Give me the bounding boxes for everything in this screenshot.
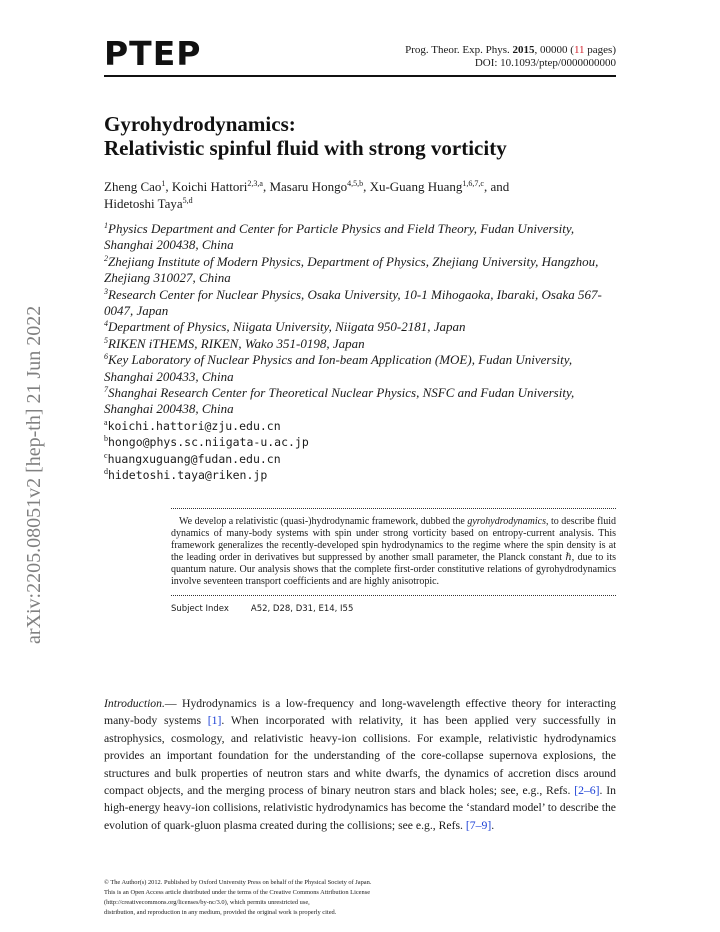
author [172,179,270,194]
affiliation-number: 2 [104,253,108,263]
email-entry [104,467,616,483]
title-line-1: Gyrohydrodynamics: [104,112,296,136]
affiliation-list [104,221,616,484]
page-count-link[interactable]: 11 [573,44,585,56]
arxiv-stamp: arXiv:2205.08051v2 [hep-th] 21 Jun 2022 [23,305,45,644]
email-address[interactable]: hongo@phys.sc.niigata-u.ac.jp [108,435,309,450]
abstract-box [171,508,616,615]
author-name: Hidetoshi Taya [104,196,183,211]
author-name: Xu-Guang Huang [369,179,463,194]
intro-text-3: . In high-energy heavy-ion collisions, relativistic hydrodynamics has become the ‘standard model’ to describe the evolution of quark-gluon plasma created during the collisions; see e.g., Refs. [104,784,616,832]
affiliation-number: 4 [104,319,108,329]
abstract-bottom-rule [171,595,616,596]
author-affil-marks: 1 [161,179,166,188]
intro-dash: — [164,697,183,710]
affiliation-text: Department of Physics, Niigata University, Niigata 950-2181, Japan [108,319,466,335]
abstract-term: gyrohydrodynamics [467,516,546,527]
author-separator: , [363,179,370,194]
email-address[interactable]: koichi.hattori@zju.edu.cn [107,418,281,433]
email-key: c [104,450,108,460]
footer-line: distribution, and reproduction in any medium, provided the original work is properly cited. [104,909,337,916]
author-list [104,178,624,212]
email-entry [104,418,616,434]
intro-lead: Introduction. [104,697,165,710]
affiliation-number: 1 [104,221,108,230]
email-entry [104,434,616,450]
author-separator: , [165,179,172,194]
affiliation-text: Shanghai Research Center for Theoretical Nuclear Physics, NSFC and Fudan University, Shanghai 200438, China [104,385,575,417]
email-key: b [104,434,108,444]
affiliation-text: Zhejiang Institute of Modern Physics, Department of Physics, Zhejiang University, Hangzhou, Zhejiang 310027, China [104,253,599,286]
doi-text: DOI: 10.1093/ptep/0000000000 [474,57,616,69]
author [370,179,510,194]
email-key: d [104,467,108,477]
introduction-paragraph [104,695,616,834]
affiliation-number: 7 [104,385,108,395]
affiliation [104,385,616,418]
affiliation-text: Research Center for Nuclear Physics, Osaka University, 10-1 Mihogaoka, Ibaraki, Osaka 567-0047, Japan [104,286,602,319]
citation-link[interactable]: [7–9] [465,818,492,832]
email-address[interactable]: huangxuguang@fudan.edu.cn [107,451,281,466]
affiliation-text: Physics Department and Center for Particle Physics and Field Theory, Fudan University, Shanghai 200438, China [104,221,575,253]
author-affil-marks: 5,d [182,196,193,205]
author-separator: , [262,179,270,194]
journal-citation [405,44,616,57]
journal-name: Prog. Theor. Exp. Phys. [405,44,510,56]
intro-text-2: . When incorporated with relativity, it has been applied very successfully in astrophysics, cosmology, and relativistic heavy-ion collisions. For example, relativistic hydrodynamics provides an important foundation for the understanding of the core-collapse supernova explosions, the structures and bulk properties of neutron stars and white dwarfs, the dynamics of accretion discs around compact objects, and the merging process of binary neutron stars and black holes; see, e.g., Refs. [104,714,617,798]
footer-line: © The Author(s) 2012. Published by Oxford University Press on behalf of the Physical Society of Japan. [104,879,372,886]
author [269,179,369,194]
intro-text-1: Hydrodynamics is a low-frequency and long-wavelength effective theory for interacting many-body systems [104,697,616,728]
affiliation-number: 3 [104,286,108,296]
affiliation [104,221,616,254]
intro-text-4: . [491,818,495,832]
journal-info [405,44,616,70]
subject-index-codes: A52, D28, D31, E14, I55 [250,603,354,614]
author [104,196,193,211]
abstract-part-2: , to describe fluid dynamics of many-body systems with spin under strong vorticity based on entropy-current analysis. This framework generalizes the recently-developed spin hydrodynamics to the regime where the spin density is at the leading order in derivatives but suppressed by another small parameter, the Planck constant ℏ, due to its quantum nature. Our analysis shows that the complete first-order constitutive relations of gyrohydrodynamics involve seventeen transport coefficients and are highly anisotropic. [171,516,616,588]
affiliation [104,287,616,320]
subject-index [171,603,616,615]
author [104,179,172,194]
author-separator: , and [483,179,510,194]
author-affil-marks: 1,6,7,c [462,179,484,188]
author-name: Koichi Hattori [171,179,248,194]
subject-index-label: Subject Index [171,603,229,614]
email-entry [104,451,616,467]
author-affil-marks: 4,5,b [347,179,364,188]
journal-logo: PTEP [104,34,202,73]
footer-line: This is an Open Access article distributed under the terms of the Creative Commons Attribution License [104,889,371,896]
affiliation [104,254,616,287]
citation-link[interactable]: [1] [207,714,222,728]
page-count-suffix: pages) [584,44,616,56]
affiliation-number: 5 [104,335,108,345]
affiliation [104,352,616,385]
author-affil-marks: 2,3,a [247,179,263,188]
affiliation [104,336,616,352]
email-address[interactable]: hidetoshi.taya@riken.jp [108,468,268,483]
abstract-text [171,509,616,595]
affiliation-text: Key Laboratory of Nuclear Physics and Ion-beam Application (MOE), Fudan University, Shanghai 200433, China [104,352,573,384]
affiliation-text: RIKEN iTHEMS, RIKEN, Wako 351-0198, Japan [108,335,365,351]
paper-title [104,112,624,160]
affiliation [104,319,616,335]
footer-line: (http://creativecommons.org/licenses/by-nc/3.0), which permits unrestricted use, [104,899,310,906]
author-name: Zheng Cao [104,179,162,194]
email-key: a [104,417,108,427]
author-name: Masaru Hongo [269,179,348,194]
affiliation-number: 6 [104,352,108,362]
abstract-part-1: We develop a relativistic (quasi-)hydrodynamic framework, dubbed the [179,516,468,527]
article-number: , 00000 ( [534,44,574,56]
title-line-2: Relativistic spinful fluid with strong vorticity [104,136,507,160]
copyright-footer [104,878,616,918]
journal-year: 2015 [512,44,535,56]
header-rule [104,75,616,77]
citation-link[interactable]: [2–6] [574,784,600,798]
